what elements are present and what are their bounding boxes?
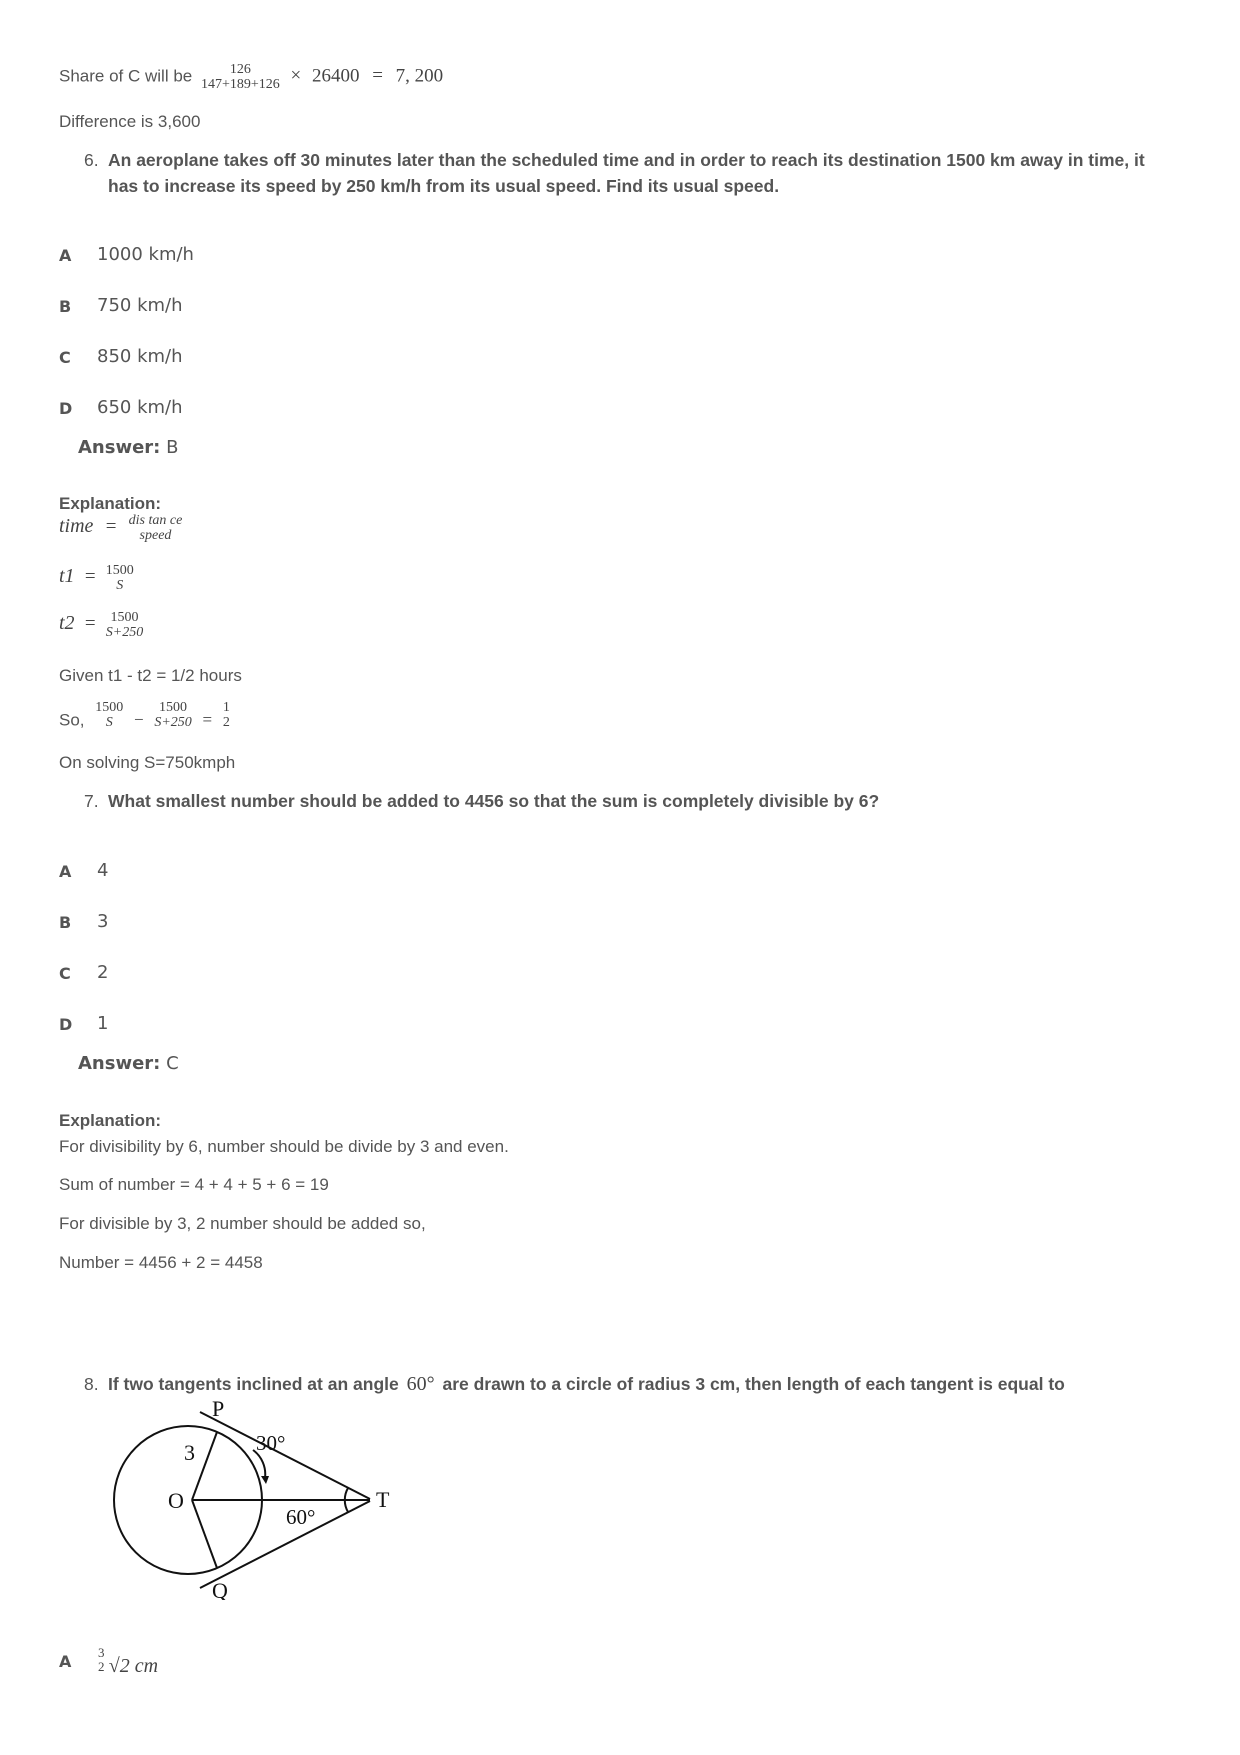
q6-so-equals: = bbox=[202, 710, 213, 730]
label-q: Q bbox=[212, 1578, 228, 1600]
q6-eq-time-num: dis tan ce bbox=[128, 513, 183, 528]
q6-number: 6. bbox=[84, 150, 99, 170]
share-times: × bbox=[290, 65, 302, 87]
label-o: O bbox=[168, 1488, 184, 1513]
q6-eq-time-den: speed bbox=[139, 528, 172, 543]
q7-option-a-text[interactable]: 4 bbox=[97, 860, 109, 881]
q7-option-a-letter: A bbox=[59, 862, 72, 881]
share-numerator: 126 bbox=[229, 62, 251, 77]
q7-explanation-line-3: For divisible by 3, 2 number should be added so, bbox=[59, 1214, 426, 1233]
q6-option-c-letter: C bbox=[59, 348, 71, 367]
q6-eq-t1-lhs: t1 bbox=[59, 565, 75, 587]
q7-option-d-letter: D bbox=[59, 1015, 73, 1034]
q8-option-a-den: 2 bbox=[98, 1659, 105, 1674]
q6-eq-t2-den: S+250 bbox=[105, 625, 144, 640]
q6-so-fraction-3 bbox=[223, 700, 230, 730]
q7-question: What smallest number should be added to 4456 so that the sum is completely divisible by 6? bbox=[108, 791, 880, 811]
angle-arrow bbox=[261, 1476, 269, 1484]
q8-option-a-text[interactable] bbox=[98, 1646, 158, 1678]
q6-option-d-letter: D bbox=[59, 399, 73, 418]
share-denominator: 147+189+126 bbox=[200, 77, 280, 92]
q8-number: 8. bbox=[84, 1374, 99, 1394]
q6-option-b-text[interactable]: 750 km/h bbox=[97, 295, 183, 316]
q8-option-a-rest: √2 cm bbox=[108, 1654, 159, 1677]
q7-answer-label: Answer: bbox=[78, 1053, 161, 1074]
q6-so-prefix: So, bbox=[59, 710, 85, 730]
q7-option-c-text[interactable]: 2 bbox=[97, 962, 109, 983]
q6-eq-time-equals: = bbox=[105, 516, 117, 537]
q6-given: Given t1 - t2 = 1/2 hours bbox=[59, 666, 242, 685]
q6-question: An aeroplane takes off 30 minutes later than the scheduled time and in order to reach its destination 1500 km away in time, it has to increase its speed by 250 km/h from its usual speed. Find its usual speed. bbox=[108, 150, 1145, 196]
q7-explanation-line-1: For divisibility by 6, number should be divide by 3 and even. bbox=[59, 1137, 509, 1156]
q6-option-d-text[interactable]: 650 km/h bbox=[97, 397, 183, 418]
q7-answer-value: C bbox=[166, 1053, 179, 1074]
share-result: 7, 200 bbox=[395, 65, 444, 87]
q6-eq-t2 bbox=[59, 612, 143, 640]
label-angle-60: 60° bbox=[286, 1505, 316, 1529]
q7-number: 7. bbox=[84, 791, 99, 811]
q6-eq-t1-num: 1500 bbox=[105, 563, 134, 578]
q7-explanation-line-2: Sum of number = 4 + 4 + 5 + 6 = 19 bbox=[59, 1175, 329, 1194]
q6-answer-label: Answer: bbox=[78, 437, 161, 458]
q6-so-num3: 1 bbox=[222, 700, 230, 715]
q7-option-c-letter: C bbox=[59, 964, 71, 983]
label-t: T bbox=[376, 1487, 390, 1512]
q8-text-after: are drawn to a circle of radius 3 cm, then length of each tangent is equal to bbox=[442, 1374, 1065, 1394]
q6-eq-time bbox=[59, 515, 182, 543]
difference-text: Difference is 3,600 bbox=[59, 112, 201, 131]
q6-so-fraction-1 bbox=[95, 700, 123, 730]
share-equals: = bbox=[372, 65, 383, 87]
q6-option-a-text[interactable]: 1000 km/h bbox=[97, 244, 194, 265]
q6-so-minus: − bbox=[134, 710, 144, 730]
q6-so-equation bbox=[59, 700, 230, 730]
q8-option-a-num: 3 bbox=[98, 1645, 105, 1660]
q8-angle: 60° bbox=[406, 1373, 435, 1395]
q6-option-c-text[interactable]: 850 km/h bbox=[97, 346, 183, 367]
q6-so-den1: S bbox=[105, 715, 113, 730]
q6-eq-t1-equals: = bbox=[84, 566, 96, 587]
q6-answer-value: B bbox=[166, 437, 179, 458]
radius-op bbox=[192, 1432, 217, 1500]
label-radius: 3 bbox=[184, 1440, 195, 1465]
tangent-diagram bbox=[100, 1400, 420, 1600]
q8-option-a-letter: A bbox=[59, 1652, 72, 1671]
q8-text-before: If two tangents inclined at an angle bbox=[108, 1374, 399, 1394]
q6-option-a-letter: A bbox=[59, 246, 72, 265]
q6-eq-t1-den: S bbox=[116, 578, 124, 593]
q6-explanation-title: Explanation: bbox=[59, 494, 162, 513]
q6-so-den2: S+250 bbox=[154, 715, 192, 730]
q6-eq-t2-fraction bbox=[106, 610, 143, 640]
q7-option-b-letter: B bbox=[59, 913, 72, 932]
q6-eq-t2-lhs: t2 bbox=[59, 612, 75, 634]
q6-eq-t1-fraction bbox=[106, 563, 134, 593]
q8-option-a-fraction bbox=[98, 1646, 105, 1674]
q7-option-d-text[interactable]: 1 bbox=[97, 1013, 109, 1034]
q8-question bbox=[108, 1371, 1065, 1397]
q6-eq-t2-num: 1500 bbox=[110, 610, 139, 625]
q6-eq-time-fraction bbox=[129, 513, 183, 543]
q7-answer bbox=[78, 1053, 179, 1074]
label-p: P bbox=[212, 1400, 225, 1421]
q6-eq-t1 bbox=[59, 565, 134, 593]
tangent-line-qt bbox=[200, 1501, 370, 1588]
share-value: 26400 bbox=[311, 65, 360, 87]
share-fraction bbox=[201, 62, 280, 92]
q6-eq-time-lhs: time bbox=[59, 515, 94, 537]
radius-oq bbox=[192, 1500, 217, 1568]
q6-so-den3: 2 bbox=[222, 715, 230, 730]
q7-explanation-title: Explanation: bbox=[59, 1111, 162, 1130]
q6-so-num2: 1500 bbox=[159, 700, 188, 715]
q6-answer bbox=[78, 437, 178, 458]
q7-explanation-line-4: Number = 4456 + 2 = 4458 bbox=[59, 1253, 263, 1272]
q6-option-b-letter: B bbox=[59, 297, 72, 316]
q6-solving: On solving S=750kmph bbox=[59, 753, 236, 772]
tangent-line-pt bbox=[200, 1412, 370, 1499]
share-line bbox=[59, 62, 443, 92]
q7-option-b-text[interactable]: 3 bbox=[97, 911, 109, 932]
q6-so-num1: 1500 bbox=[95, 700, 124, 715]
share-prefix: Share of C will be bbox=[59, 66, 193, 86]
q6-so-fraction-2 bbox=[154, 700, 191, 730]
label-angle-30: 30° bbox=[256, 1431, 286, 1455]
q6-eq-t2-equals: = bbox=[84, 613, 96, 634]
